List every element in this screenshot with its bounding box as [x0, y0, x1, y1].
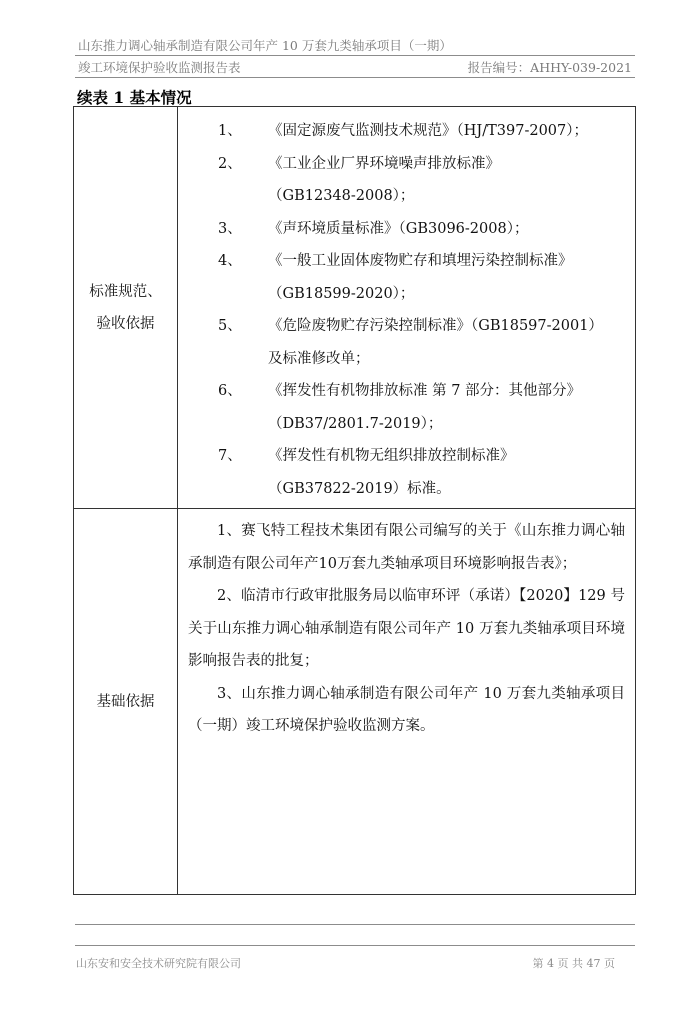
standard-item-text: 《一般工业固体废物贮存和填埋污染控制标准》 [268, 253, 573, 269]
standard-item-number: 4、 [218, 253, 242, 269]
standard-item-continuation: （GB12348-2008）； [268, 188, 415, 204]
standard-item-number: 1、 [218, 123, 242, 139]
basis-paragraph: 3、山东推力调心轴承制造有限公司年产 10 万套九类轴承项目（一期）竣工环境保护验收监测方案。 [188, 685, 625, 734]
standard-item-number: 3、 [218, 220, 242, 237]
standard-item-text: 《挥发性有机物无组织排放控制标准》 [268, 448, 515, 464]
standard-item-text: 《固定源废气监测技术规范》（HJ/T397-2007）； [268, 123, 588, 139]
standards-label-line1: 标准规范、 [89, 283, 162, 300]
standards-content [178, 107, 636, 509]
standard-item-number: 5、 [218, 318, 242, 334]
basis-label: 基础依据 [74, 509, 178, 895]
standard-item-continuation: （DB37/2801.7-2019）； [268, 415, 443, 432]
standards-list [178, 107, 635, 505]
standard-item [192, 375, 623, 440]
standard-item-text: 《声环境质量标准》（GB3096-2008）； [268, 220, 529, 237]
standard-item-text: 《危险废物贮存污染控制标准》（GB18597-2001） [268, 318, 603, 334]
standards-label [74, 107, 178, 509]
standard-item [192, 148, 623, 213]
standard-item-continuation: （GB18599-2020）； [268, 285, 415, 302]
standard-item-continuation: （GB37822-2019）标准。 [268, 480, 451, 497]
standard-item [192, 245, 623, 310]
footer-divider-bottom [75, 945, 635, 946]
footer-company: 山东安和安全技术研究院有限公司 [76, 957, 241, 970]
basis-content [178, 509, 636, 895]
standard-item [192, 115, 623, 148]
header-project-line: 山东推力调心轴承制造有限公司年产 10 万套九类轴承项目（一期） [78, 38, 452, 53]
standard-item-number: 2、 [218, 155, 242, 172]
standard-item-number: 6、 [218, 383, 242, 399]
header-divider-bottom [75, 77, 635, 78]
standards-label-line2: 验收依据 [96, 315, 155, 332]
basis-list [178, 509, 635, 743]
standard-item [192, 440, 623, 505]
table-title: 续表 1 基本情况 [77, 88, 192, 107]
standard-item-text: 《挥发性有机物排放标准 第 7 部分：其他部分》 [268, 383, 582, 399]
standard-item-number: 7、 [218, 448, 242, 464]
standard-item-continuation: 及标准修改单； [268, 350, 370, 367]
basis-paragraph: 1、赛飞特工程技术集团有限公司编写的关于《山东推力调心轴承制造有限公司年产10万套九类轴承项目环境影响报告表》； [188, 523, 625, 572]
header-report-number: 报告编号：AHHY-039-2021 [467, 60, 632, 75]
standards-row [74, 107, 636, 509]
footer-divider-top [75, 924, 635, 925]
basis-row [74, 509, 636, 895]
footer-page-number: 第 4 页 共 47 页 [532, 957, 615, 970]
header-divider-top [75, 55, 635, 56]
standard-item [192, 213, 623, 246]
basis-paragraph: 2、临清市行政审批服务局以临审环评（承诺）【2020】129 号关于山东推力调心轴承制造有限公司年产 10 万套九类轴承项目环境影响报告表的批复； [188, 588, 625, 669]
basic-info-table [73, 106, 636, 895]
standard-item-text: 《工业企业厂界环境噪声排放标准》 [268, 155, 500, 172]
header-report-type: 竣工环境保护验收监测报告表 [78, 60, 241, 75]
standard-item [192, 310, 623, 375]
